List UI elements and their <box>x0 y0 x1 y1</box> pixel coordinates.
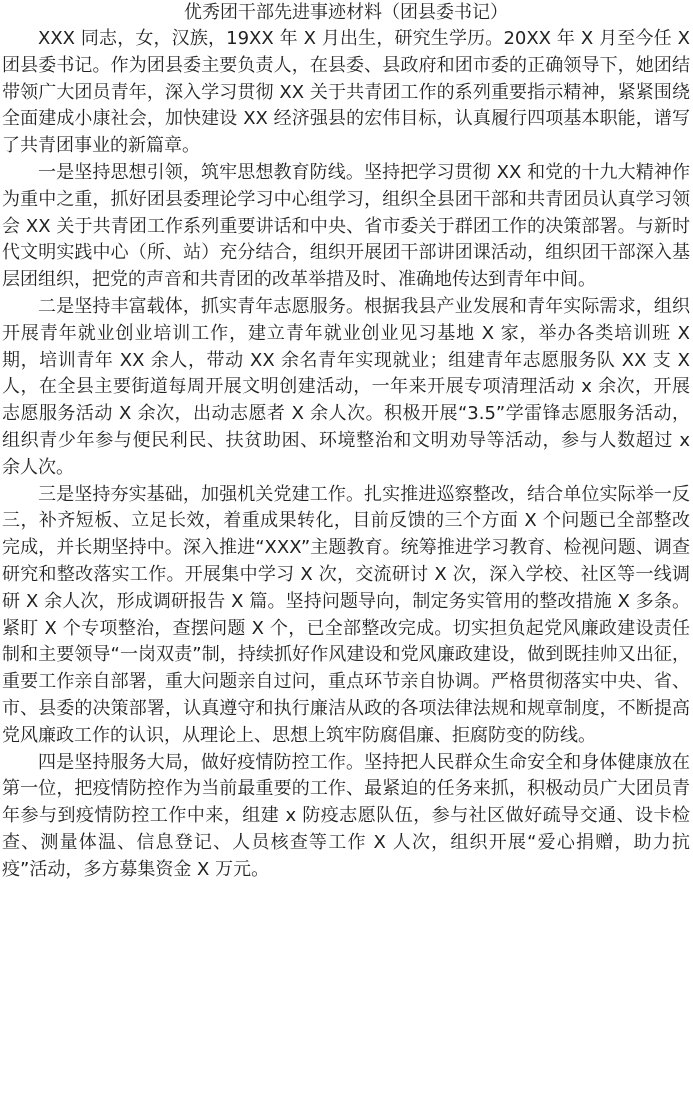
paragraph-volunteer-service: 二是坚持丰富载体，抓实青年志愿服务。根据我县产业发展和青年实际需求，组织开展青年就业创业培训工作，建立青年就业创业见习基地 X 家，举办各类培训班 X 期，培训青年 XX 余人，带动 XX 余名青年实现就业；组建青年志愿服务队 XX 支 X 人，在全县主要街道每周开展文明创建活动，一年来开展专项清理活动 x 余次，开展志愿服务活动 X 余次，出动志愿者 X 余人次。积极开展“3.5”学雷锋志愿服务活动，组织青少年参与便民利民、扶贫助困、环境整治和文明劝导等活动，参与人数超过 x 余人次。 <box>2 295 690 478</box>
paragraph-party-building: 三是坚持夯实基础，加强机关党建工作。扎实推进巡察整改，结合单位实际举一反三，补齐短板、立足长效，着重成果转化，目前反馈的三个方面 X 个问题已全部整改完成，并长期坚持中。深入推进“XXX”主题教育。统筹推进学习教育、检视问题、调查研究和整改落实工作。开展集中学习 X 次，交流研讨 X 次，深入学校、社区等一线调研 X 余人次，形成调研报告 X 篇。坚持问题导向，制定务实管用的整改措施 X 多条。紧盯 X 个专项整治，查摆问题 X 个，已全部整改完成。切实担负起党风廉政建设责任制和主要领导“一岗双责”制，持续抓好作风建设和党风廉政建设，做到既挂帅又出征，重要工作亲自部署，重大问题亲自过问，重点环节亲自协调。严格贯彻落实中央、省、市、县委的决策部署，认真遵守和执行廉洁从政的各项法律法规和规章制度，不断提高党风廉政工作的认识，从理论上、思想上筑牢防腐倡廉、拒腐防变的防线。 <box>2 483 690 746</box>
document-title: 优秀团干部先进事迹材料（团县委书记） <box>184 2 508 23</box>
paragraph-epidemic-prevention: 四是坚持服务大局，做好疫情防控工作。坚持把人民群众生命安全和身体健康放在第一位，把疫情防控作为当前最重要的工作、最紧迫的任务来抓，积极动员广大团员青年参与到疫情防控工作中来，组建 x 防疫志愿队伍，参与社区做好疏导交通、设卡检查、测量体温、信息登记、人员核查等工作 X 人次，组织开展“爱心捐赠，助力抗疫”活动，多方募集资金 X 万元。 <box>2 751 690 880</box>
paragraph-intro: XXX 同志，女，汉族，19XX 年 X 月出生，研究生学历。20XX 年 X 月至今任 X 团县委书记。作为团县委主要负责人，在县委、县政府和团市委的正确领导下，她团结带领广大团员青年，深入学习贯彻 XX 关于共青团工作的系列重要指示精神，紧紧围绕全面建成小康社会，加快建设 XX 经济强县的宏伟目标，认真履行四项基本职能，谱写了共青团事业的新篇章。 <box>2 28 690 157</box>
paragraph-ideological-guidance: 一是坚持思想引领，筑牢思想教育防线。坚持把学习贯彻 XX 和党的十九大精神作为重中之重，抓好团县委理论学习中心组学习，组织全县团干部和共青团员认真学习领会 XX 关于共青团工作系列重要讲话和中央、省市委关于群团工作的决策部署。与新时代文明实践中心（所、站）充分结合，组织开展团干部讲团课活动，组织团干部深入基层团组织，把党的声音和共青团的改革举措及时、准确地传达到青年中间。 <box>2 161 690 291</box>
